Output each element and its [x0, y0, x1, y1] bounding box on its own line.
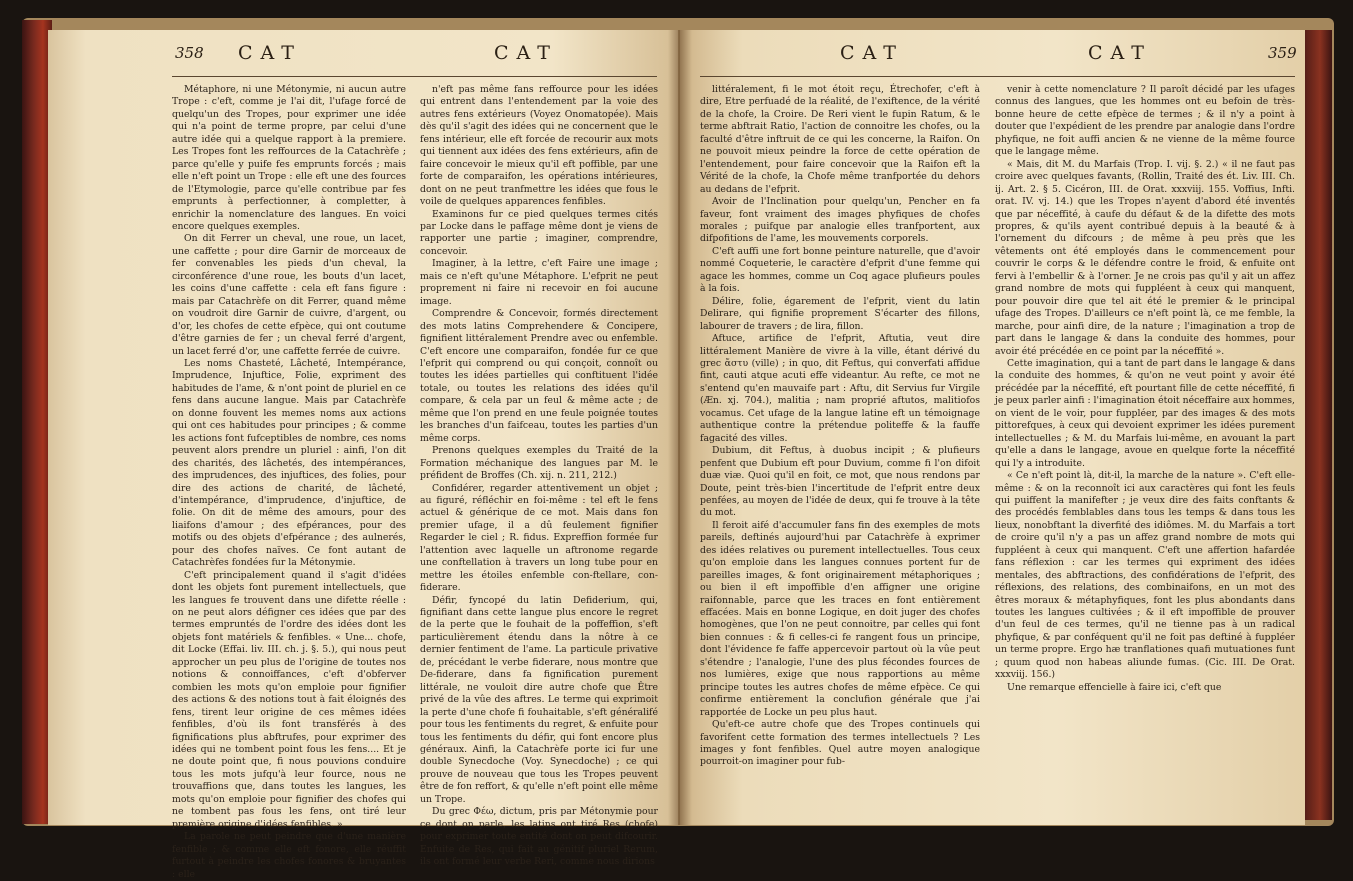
- paragraph: n'eft pas même fans reffource pour les idées qui entrent dans l'entendement par la voie des autres fens extérieurs (Voyez Onomatopée). Mais dès qu'il s'agit des idées qui ne concernent que le fens intérieur, elle eft forcée de recourir aux mots qui tiennent aux idées des fens extérieurs, afin de faire concevoir le mieux qu'il eft poffible, par une forte de comparaifon, les opérations intérieures, dont on ne peut tranfmettre les idées que fous le voile de quelques apparences fenfibles.: [420, 84, 658, 208]
- left-header-rule: [172, 76, 657, 77]
- paragraph: La parole ne peut peindre que d'une manière fenfible ; & comme elle eft fonore, elle réuffit furtout à peindre les chofes fonores & bruyantes : elle: [172, 831, 406, 880]
- paragraph: « Mais, dit M. du Marfais (Trop. I. vij. §. 2.) « il ne faut pas croire avec quelques favants, (Rollin, Traité des ét. Liv. III. Ch. ij. Art. 2. § 5. Cicéron, III. de Orat. xxxviij. 155. Voffius, Infti. orat. IV. vj. 14.) que les Tropes n'ayent d'abord été inventés que par néceffité, à caufe du défaut & de la difette des mots propres, & qu'ils ayent contribué depuis à la beauté & à l'ornement du difcours ; de même à peu près que les vêtements ont été employés dans le commencement pour couvrir le corps & le défendre contre le froid, & enfuite ont fervi à l'embellir & à l'orner. Je ne crois pas qu'il y ait un affez grand nombre de mots qui fuppléent à ceux qui manquent, pour pouvoir dire que tel ait été le premier & le principal ufage des Tropes. D'ailleurs ce n'eft point là, ce me femble, la marche, pour ainfi dire, de la nature ; l'imagination a trop de part dans le langage & dans la conduite des hommes, pour avoir été précédée en ce point par la néceffité ».: [995, 158, 1295, 357]
- paragraph: C'eft auffi une fort bonne peinture naturelle, que d'avoir nommé Coqueterie, le caractère d'efprit d'une femme qui agace les hommes, comme un Coq agace plufieurs poules à la fois.: [700, 245, 980, 295]
- paragraph: venir à cette nomenclature ? Il paroît décidé par les ufages connus des langues, que les hommes ont eu befoin de très-bonne heure de cette efpèce de termes ; & il n'y a point à douter que l'expédient de les prendre par analogie dans l'ordre phyfique, ne foit auffi ancien & ne vienne de la même fource que le langage même.: [995, 84, 1295, 158]
- left-header-right: CAT: [494, 42, 558, 64]
- paragraph: Défir, fyncopé du latin Defiderium, qui, fignifiant dans cette langue plus encore le regret de la perte que le fouhait de la poffeffion, s'eft particulièrement étendu dans la nôtre à ce dernier fentiment de l'ame. La particule privative de, précédant le verbe fiderare, nous montre que De-fiderare, dans fa fignification purement littérale, ne vouloit dire autre chofe que Être privé de la vûe des aftres. Le terme qui exprimoit la perte d'une chofe fi fouhaitable, s'eft généralifé pour tous les fentiments du regret, & enfuite pour tous les fentiments du défir, qui font encore plus généraux. Ainfi, la Catachrèfe porte ici fur une double Synecdoche (Voy. Synecdoche) ; ce qui prouve de nouveau que tous les Tropes peuvent être de fon reffort, & qu'elle n'eft point elle même un Trope.: [420, 594, 658, 805]
- paragraph: Métaphore, ni une Métonymie, ni aucun autre Trope : c'eft, comme je l'ai dit, l'ufage forcé de quelqu'un des Tropes, pour exprimer une idée qui n'a point de terme propre, par celui d'une autre idée qui a quelque rapport à la premiere. Les Tropes font les reffources de la Catachrèfe ; parce qu'elle y puife fes emprunts forcés ; mais elle n'eft point un Trope : elle eft une des fources de l'Etymologie, parce qu'elle contribue par fes emprunts à perfectionner, à completter, à enrichir la nomenclature des langues. En voici encore quelques exemples.: [172, 84, 406, 232]
- paragraph: littéralement, fi le mot étoit reçu, Étrechofer, c'eft à dire, Etre perfuadé de la réalité, de l'exiftence, de la vérité de la chofe, la Croire. De Reri vient le fupin Ratum, & le terme abftrait Ratio, l'action de connoitre les chofes, ou la faculté d'être inftruit de ce qui les concerne, la Raifon. On ne pouvoit mieux peindre la force de cette opération de l'entendement, pour faire concevoir que la Raifon eft la Vérité de la chofe, la Chofe même tranfportée du dehors au dedans de l'efprit.: [700, 84, 980, 195]
- paragraph: Aftuce, artifice de l'efprit, Aftutia, veut dire littéralement Manière de vivre à la ville, étant dérivé du grec ἄστυ (ville) ; in quo, dit Feftus, qui converfati affidue fint, cauti atque acuti effe videantur. Au refte, ce mot ne s'entend qu'en mauvaife part : Aftu, dit Servius fur Virgile (Æn. xj. 704.), malitia ; nam proprié aftutos, malitiofos vocamus. Cet ufage de la langue latine eft un témoignage authentique contre la prétendue politeffe & la fauffe fagacité des villes.: [700, 333, 980, 444]
- paragraph: Cette imagination, qui a tant de part dans le langage & dans la conduite des hommes, & qu'on ne veut point y avoir été précédée par la néceffité, eft pourtant fille de cette néceffité, fi je peux parler ainfi : l'imagination étoit néceffaire aux hommes, on vient de le voir, pour fuppléer, par des images & des mots pittorefques, à ceux qui devoient exprimer les idées purement intellectuelles ; & M. du Marfais lui-même, en avouant la part qu'elle a dans le langage, avoue en quelque forte la néceffité qui l'y a introduite.: [995, 357, 1295, 469]
- left-column-1: [172, 84, 406, 880]
- right-column-1: [700, 84, 980, 804]
- paragraph: Imaginer, à la lettre, c'eft Faire une image ; mais ce n'eft qu'une Métaphore. L'efprit ne peut proprement ni faire ni recevoir en foi aucune image.: [420, 258, 658, 307]
- paragraph: « Ce n'eft point là, dit-il, la marche de la nature ». C'eft elle-même : & on la reconnoît ici aux caractères qui font les feuls qui puiffent la manifefter ; je veux dire des faits conftants & des procédés femblables dans tous les temps & dans tous les lieux, nonobftant la diverfité des idiômes. M. du Marfais a tort de croire qu'il n'y a pas un affez grand nombre de mots qui fuppléent à ceux qui manquent. C'eft une affertion hafardée fans réflexion : car les termes qui expriment des idées mentales, des abftractions, des confidérations de l'efprit, des réflexions, des relations, des combinaifons, en un mot des êtres moraux & métaphyfiques, font les plus abondants dans toutes les langues cultivées ; & il eft impoffible de prouver d'un feul de ces termes, qu'il ne tienne pas à un radical phyfique, & par conféquent qu'il ne foit pas deftiné à fuppléer un terme propre. Ergo hæ tranflationes quafi mutuationes funt ; quum quod non habeas aliunde fumas. (Cic. III. De Orat. xxxviij. 156.): [995, 470, 1295, 681]
- left-header-left: CAT: [238, 42, 302, 64]
- left-column-2: [420, 84, 658, 868]
- right-header-right: CAT: [1088, 42, 1152, 64]
- paragraph: Du grec Φέω, dictum, pris par Métonymie pour ce dont on parle, les latins ont tiré Res (chofe) pour exprimer toute entité dont on peut difcourir. Enfuite de Res, qui fait au génitif pluriel Rerum, ils ont formé leur verbe Reri, comme nous dirions: [420, 806, 658, 868]
- right-header-rule: [700, 76, 1295, 77]
- paragraph: Il feroit aifé d'accumuler fans fin des exemples de mots pareils, deftinés aujourd'hui par Catachrèfe à exprimer des idées relatives ou purement intellectuelles. Tous ceux qu'on emploie dans les langues connues portent fur de pareilles images, & font originairement métaphoriques ; ou bien il eft impoffible d'en affigner une origine raifonnable, parce que les traces en font entièrement effacées. Mais en bonne Logique, en doit juger des chofes homogènes, que l'on ne peut connoitre, par celles qui font bien connues : & fi celles-ci fe rangent fous un principe, dont l'évidence fe faffe appercevoir partout où la vûe peut s'étendre ; l'analogie, l'une des plus fécondes fources de nos lumières, exige que nous rapportions au même principe toutes les autres chofes de même efpèce. Ce qui confirme entièrement la conclufion générale que j'ai rapportée de Locke un peu plus haut.: [700, 519, 980, 718]
- paragraph: Délire, folie, égarement de l'efprit, vient du latin Delirare, qui fignifie proprement S'écarter des fillons, labourer de travers ; de lira, fillon.: [700, 295, 980, 332]
- paragraph: Une remarque effencielle à faire ici, c'eft que: [1007, 681, 1222, 693]
- paragraph: Comprendre & Concevoir, formés directement des mots latins Comprehendere & Concipere, fignifient littéralement Prendre avec ou enfemble. C'eft encore une comparaifon, fondée fur ce que l'efprit qui comprend ou qui conçoit, connoît ou toutes les idées partielles qui conftituent l'idée totale, ou toutes les relations des idées qu'il compare, & cela par un feul & même acte ; de même que l'on prend en une feule poignée toutes les branches d'un faifceau, toutes les parties d'un même corps.: [420, 308, 658, 444]
- book-binding-right: [1302, 30, 1332, 820]
- paragraph: Prenons quelques exemples du Traité de la Formation méchanique des langues par M. le préfident de Broffes (Ch. xij. n. 211, 212.): [420, 445, 658, 482]
- book-gutter: [668, 30, 692, 825]
- paragraph: Examinons fur ce pied quelques termes cités par Locke dans le paffage même dont je viens de rapporter une partie ; imaginer, comprendre, concevoir.: [420, 208, 658, 257]
- paragraph: Qu'eft-ce autre chofe que des Tropes continuels qui favorifent cette formation des termes intellectuels ? Les images y font fenfibles. Quel autre moyen analogique pourroit-on imaginer pour fub-: [700, 719, 980, 768]
- paragraph: Dubium, dit Feftus, à duobus incipit ; & plufieurs penfent que Dubium eft pour Duvium, comme fi l'on difoit duæ viæ. Quoi qu'il en foit, ce mot, que nous rendons par Doute, peint très-bien l'incertitude de l'efprit entre deux penfées, au moyen de l'idée de deux, qui fe trouve à la tête du mot.: [700, 445, 980, 519]
- paragraph: Confidérer, regarder attentivement un objet ; au figuré, réfléchir en foi-même : tel eft le fens actuel & générique de ce mot. Mais dans fon premier ufage, il a dû feulement fignifier Regarder le ciel ; R. fidus. Expreffion formée fur l'attention avec laquelle un aftronome regarde une conftellation à travers un long tube pour en mettre les étoiles enfemble con-ftellare, con-fiderare.: [420, 482, 658, 594]
- paragraph: Avoir de l'Inclination pour quelqu'un, Pencher en fa faveur, font vraiment des images phyfiques de chofes morales ; puifque par analogie elles tranfportent, aux difpofitions de l'ame, les mouvements corporels.: [700, 196, 980, 245]
- right-page-number: 359: [1268, 44, 1297, 62]
- paragraph: On dit Ferrer un cheval, une roue, un lacet, une caffette ; pour dire Garnir de morceaux de fer convenables les pieds d'un cheval, la circonférence d'une roue, les bouts d'un lacet, les coins d'une caffette : cela eft fans figure : mais par Catachrèfe on dit Ferrer, quand même on voudroit dire Garnir de cuivre, d'argent, ou d'or, les chofes de cette efpèce, qui ont coutume d'être garnies de fer ; un cheval ferré d'argent, un lacet ferré d'or, une caffette ferrée de cuivre.: [172, 233, 406, 357]
- right-header-left: CAT: [840, 42, 904, 64]
- right-column-2: [995, 84, 1295, 804]
- paragraph: C'eft principalement quand il s'agit d'idées dont les objets font purement intellectuels, que les langues fe trouvent dans une difette réelle : on ne peut alors défigner ces idées que par des termes empruntés de l'ordre des idées dont les objets font matériels & fenfibles. « Une... chofe, dit Locke (Effai. liv. III. ch. j. §. 5.), qui nous peut approcher un peu plus de l'origine de toutes nos notions & connoiffances, c'eft d'obferver combien les mots qu'on emploie pour fignifier des actions & des notions tout à fait éloignés des fens, tirent leur origine de ces mêmes idées fenfibles, d'où ils font transférés à des fignifications plus abftrufes, pour exprimer des idées qui ne tombent point fous les fens.... Et je ne doute point que, fi nous pouvions conduire tous les mots jufqu'à leur fource, nous ne trouvaffions que, dans toutes les langues, les mots qu'on emploie pour fignifier des chofes qui ne tombent pas fous les fens, ont tiré leur première origine d'idées fenfibles. »: [172, 569, 406, 830]
- left-page-number: 358: [175, 44, 204, 62]
- paragraph: Les noms Chasteté, Lâcheté, Intempérance, Imprudence, Injuftice, Folie, expriment des habitudes de l'ame, & n'ont point de pluriel en ce fens dans aucune langue. Mais par Catachrèfe on donne fouvent les memes noms aux actions qui ont ces habitudes pour principes ; & comme les actions font fufceptibles de nombre, ces noms peuvent alors prendre un pluriel : ainfi, l'on dit des charités, des lâchetés, des intempérances, des imprudences, des injuftices, des folies, pour dire des actions de charité, de lâcheté, d'intempérance, d'imprudence, d'injuftice, de folie. On dit de même des amours, pour des liaifons d'amour ; des efpérances, pour des motifs ou des objets d'efpérance ; des aulnerés, pour des chofes naïves. Ce font autant de Catachrèfes fondées fur la Métonymie.: [172, 357, 406, 569]
